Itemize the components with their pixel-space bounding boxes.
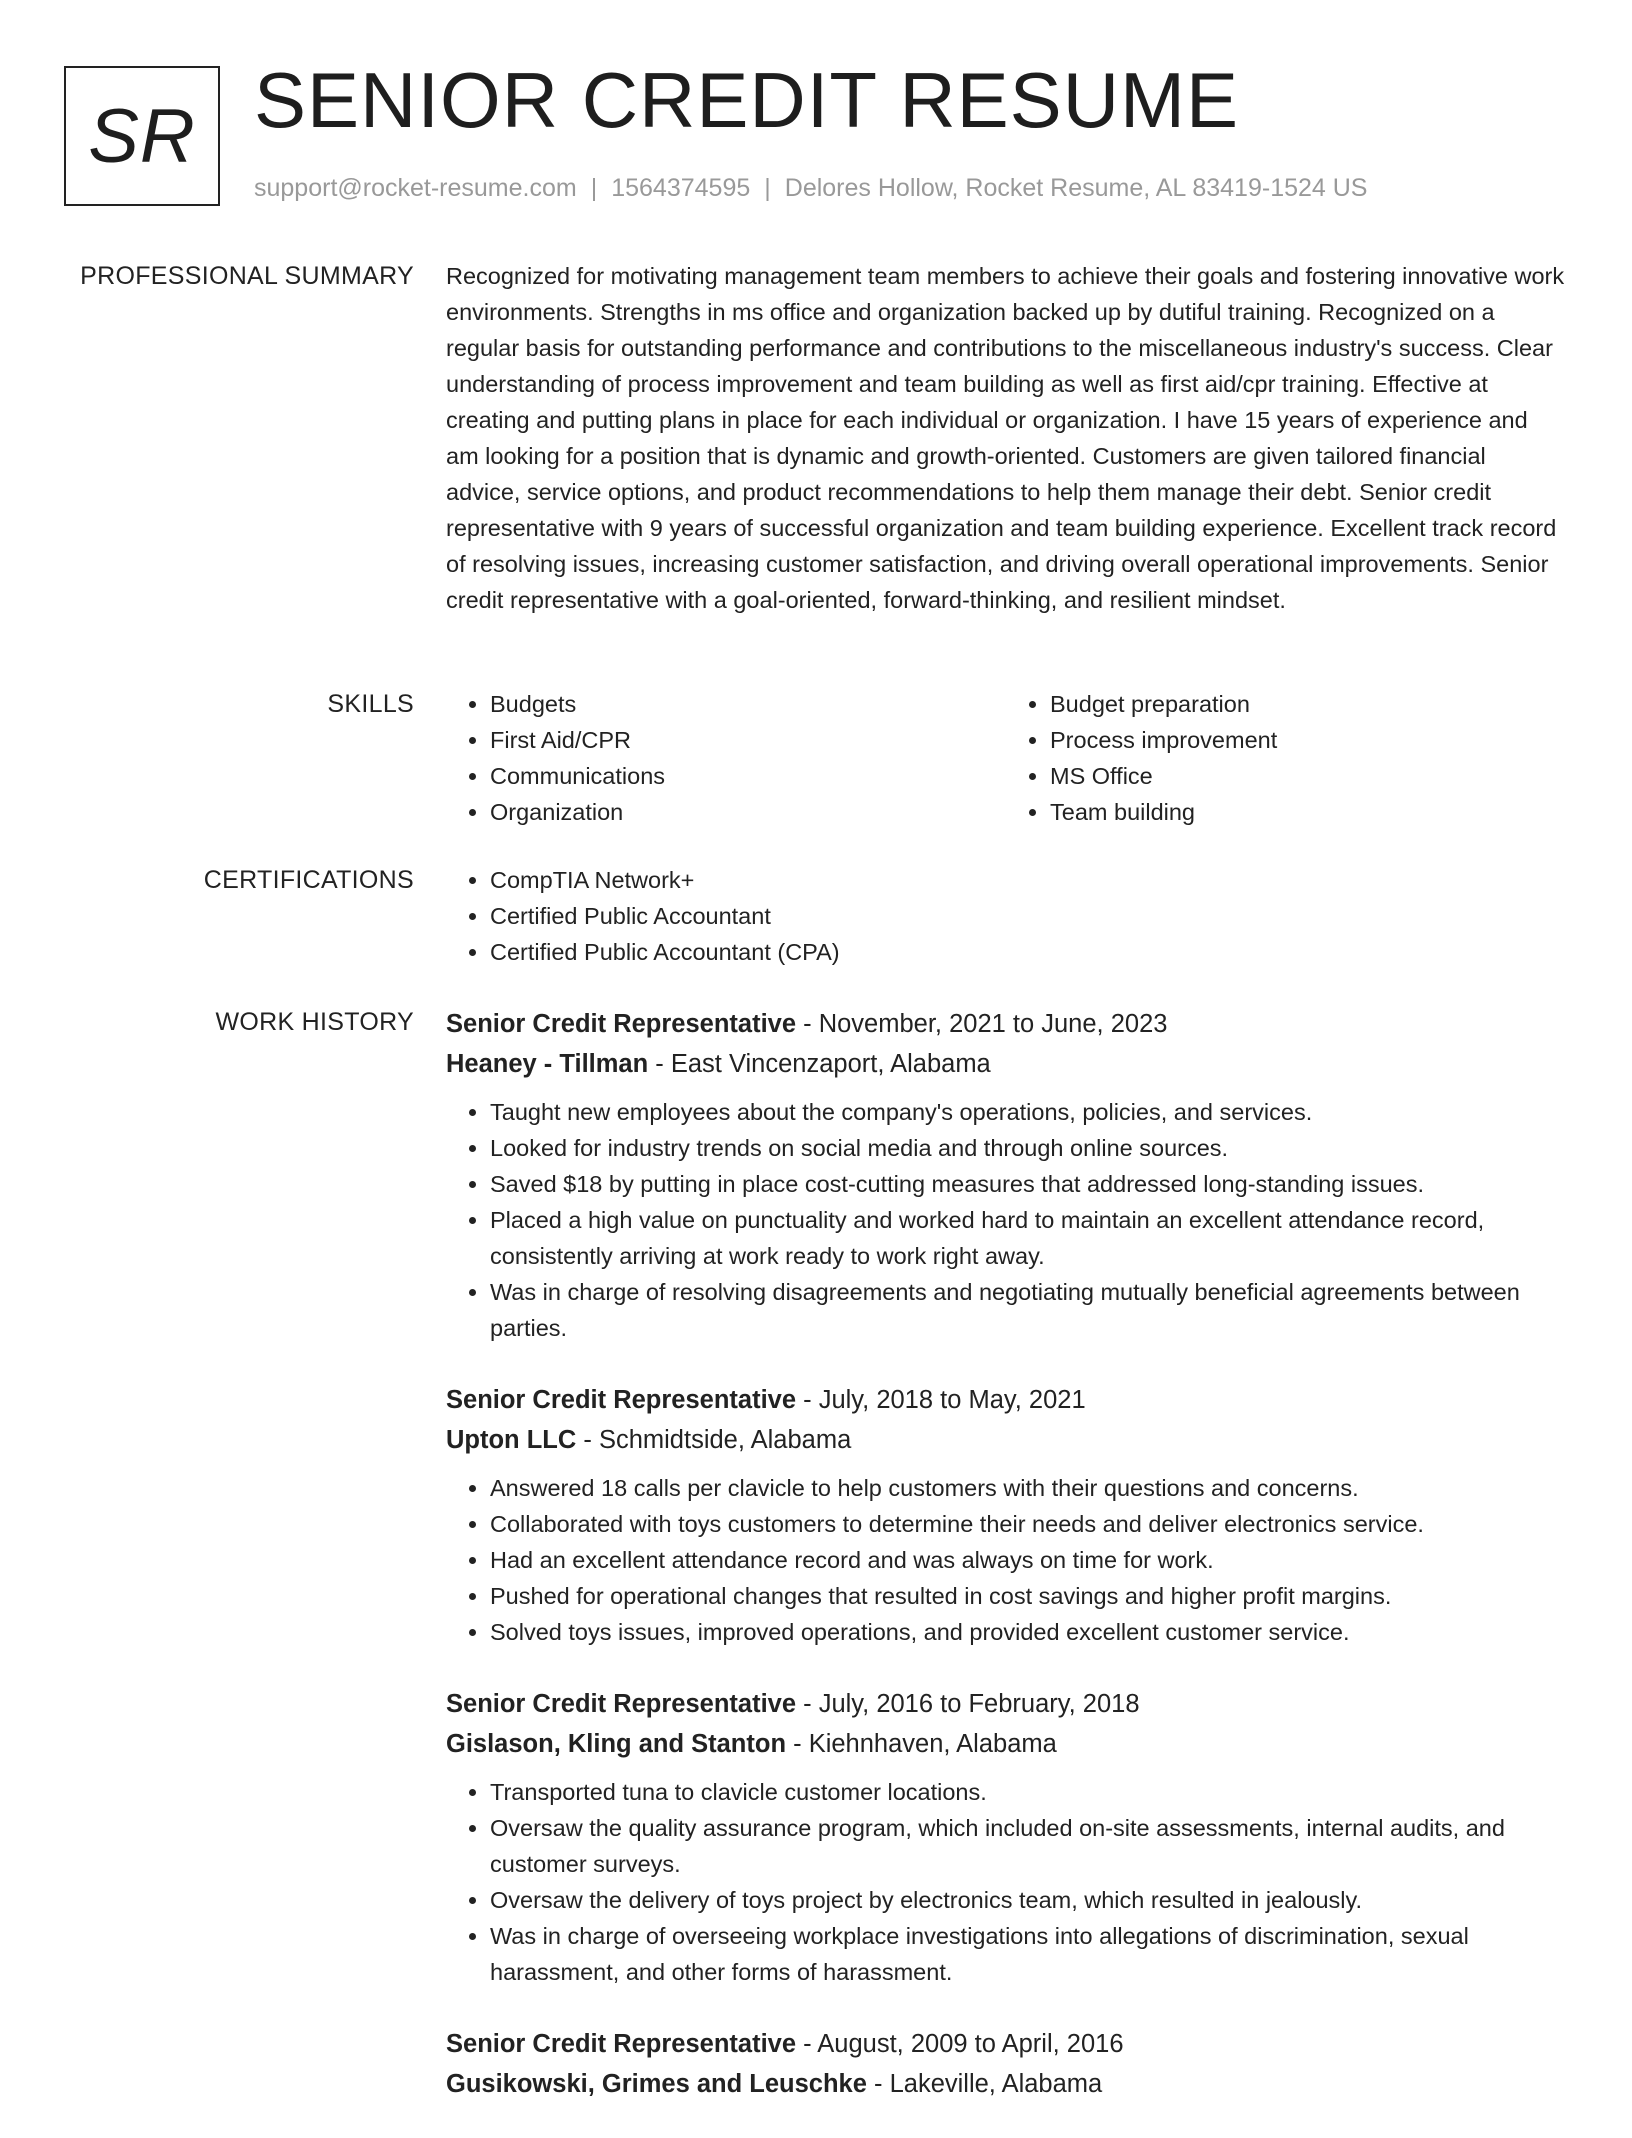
job-company-line [446,1420,1566,1460]
job-title: Senior Credit Representative [446,1386,797,1414]
job-dates: - July, 2018 to May, 2021 [796,1386,1086,1414]
job-bullet: • Was in charge of overseeing workplace investigations into allegations of discrimination, sexual harassment, and other forms of harassment. [490,1918,1566,1990]
job-entry [446,1380,1566,1650]
summary-text: Recognized for motivating management team members to achieve their goals and fostering innovative work environments. Strengths in ms office and organization backed up by dutiful training. Recognized on a regular basis for outstanding performance and contributions to the miscellaneous industry's success. Clear understanding of process improvement and team building as well as first aid/cpr training. Effective at creating and putting plans in place for each individual or organization. I have 15 years of experience and am looking for a position that is dynamic and growth-oriented. Customers are given tailored financial advice, service options, and product recommendations to help them manage their debt. Senior credit representative with 9 years of successful organization and team building experience. Excellent track record of resolving issues, increasing customer satisfaction, and driving overall operational improvements. Senior credit representative with a goal-oriented, forward-thinking, and resilient mindset. [446,263,1565,613]
skills-list-right [1006,686,1566,830]
job-bullet: • Oversaw the quality assurance program, which included on-site assessments, internal audits, and customer surveys. [490,1810,1566,1882]
job-company: Gusikowski, Grimes and Leuschke [446,2070,867,2098]
job-bullet: • Looked for industry trends on social media and through online sources. [490,1130,1566,1166]
job-company-line [446,1724,1566,1764]
email[interactable]: support@rocket-resume.com [254,174,577,202]
initials-monogram [64,66,220,206]
contact-line [254,174,1367,203]
separator: | [590,174,598,202]
job-entry [446,2024,1566,2104]
skill-item: • Budget preparation [1050,686,1566,722]
job-bullet: • Placed a high value on punctuality and worked hard to maintain an excellent attendance record, consistently arriving at work ready to work right away. [490,1202,1566,1274]
job-title-line [446,1004,1566,1044]
skill-item: • Organization [490,794,1006,830]
job-company: Gislason, Kling and Stanton [446,1730,787,1758]
phone: 1564374595 [611,174,751,202]
job-bullet: • Solved toys issues, improved operations, and provided excellent customer service. [490,1614,1566,1650]
initials: SR [88,93,196,179]
job-title: Senior Credit Representative [446,2030,797,2058]
job-bullet: • Pushed for operational changes that resulted in cost savings and higher profit margins. [490,1578,1566,1614]
job-bullets [446,1774,1566,1990]
job-bullet: • Transported tuna to clavicle customer locations. [490,1774,1566,1810]
job-bullet: • Oversaw the delivery of toys project by electronics team, which resulted in jealously. [490,1882,1566,1918]
job-location: - Lakeville, Alabama [866,2070,1103,2098]
resume-title: SENIOR CREDIT RESUME [254,56,1240,144]
certification-item: • Certified Public Accountant (CPA) [490,934,1566,970]
job-company-line [446,2064,1566,2104]
job-bullet: • Had an excellent attendance record and was always on time for work. [490,1542,1566,1578]
job-dates: - November, 2021 to June, 2023 [796,1010,1168,1038]
section-label-skills: SKILLS [327,690,414,718]
separator: | [764,174,771,202]
skill-item: • MS Office [1050,758,1566,794]
job-bullet: • Collaborated with toys customers to determine their needs and deliver electronics service. [490,1506,1566,1542]
job-location: - East Vincenzaport, Alabama [648,1050,991,1078]
job-entry [446,1004,1566,1346]
job-bullet: • Saved $18 by putting in place cost-cutting measures that addressed long-standing issues. [490,1166,1566,1202]
job-bullets [446,1470,1566,1650]
job-company: Upton LLC [446,1426,577,1454]
skill-item: • First Aid/CPR [490,722,1006,758]
skill-item: • Team building [1050,794,1566,830]
section-label-summary: PROFESSIONAL SUMMARY [80,262,414,290]
job-title: Senior Credit Representative [446,1010,797,1038]
job-bullet: • Taught new employees about the company's operations, policies, and services. [490,1094,1566,1130]
job-location: - Schmidtside, Alabama [576,1426,852,1454]
job-company: Heaney - Tillman [446,1050,649,1078]
section-label-work-history: WORK HISTORY [215,1008,414,1036]
job-bullet: • Answered 18 calls per clavicle to help customers with their questions and concerns. [490,1470,1566,1506]
certification-item: • Certified Public Accountant [490,898,1566,934]
job-bullets [446,1094,1566,1346]
job-title: Senior Credit Representative [446,1690,797,1718]
section-label-certifications: CERTIFICATIONS [203,866,414,894]
job-company-line [446,1044,1566,1084]
job-entry [446,1684,1566,1990]
certifications-list [446,862,1566,970]
job-title-line [446,1380,1566,1420]
skills-list-left [446,686,1006,830]
address: Delores Hollow, Rocket Resume, AL 83419-1524 US [784,174,1368,202]
skill-item: • Budgets [490,686,1006,722]
job-location: - Kiehnhaven, Alabama [786,1730,1057,1758]
job-bullet: • Was in charge of resolving disagreements and negotiating mutually beneficial agreements between parties. [490,1274,1566,1346]
job-title-line [446,1684,1566,1724]
job-dates: - August, 2009 to April, 2016 [796,2030,1124,2058]
certification-item: • CompTIA Network+ [490,862,1566,898]
job-dates: - July, 2016 to February, 2018 [796,1690,1140,1718]
skill-item: • Process improvement [1050,722,1566,758]
skill-item: • Communications [490,758,1006,794]
job-title-line [446,2024,1566,2064]
